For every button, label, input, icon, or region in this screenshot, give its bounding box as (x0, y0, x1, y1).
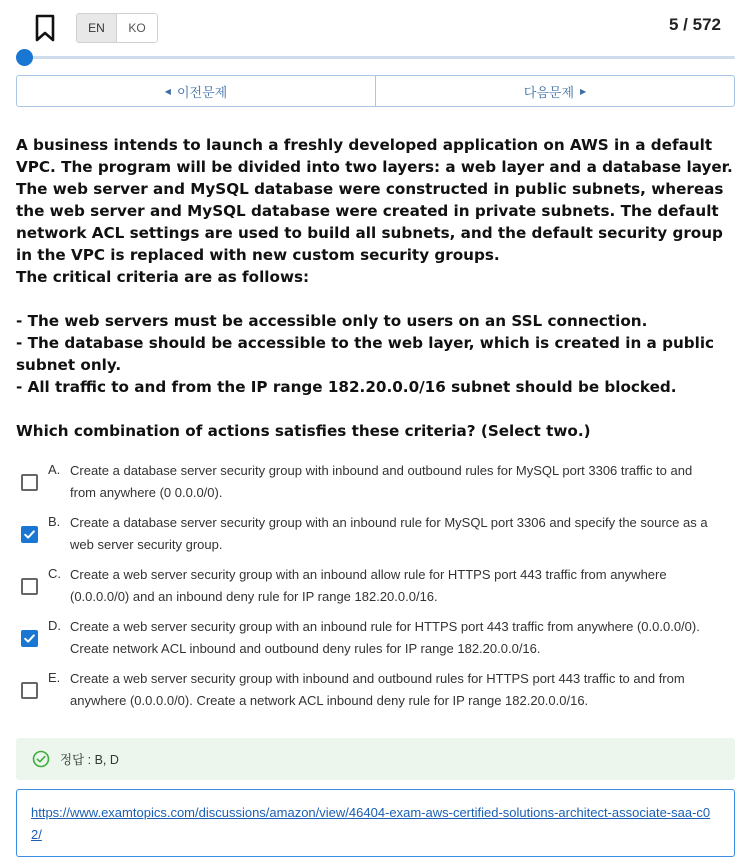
lang-ko-button[interactable]: KO (117, 14, 157, 42)
question-prompt: Which combination of actions satisfies these criteria? (Select two.) (16, 422, 591, 440)
top-bar (0, 0, 755, 56)
option-a[interactable] (16, 460, 738, 504)
option-d-letter: D. (48, 618, 61, 633)
option-c-letter: C. (48, 566, 61, 581)
question-text: A business intends to launch a freshly developed application on AWS in a default VPC. The program will be divided into two layers: a web layer and a database layer. The web server and MySQL database were constructed in public subnets, whereas the web server and MySQL database were created in private subnets. The default network ACL settings are used to build all subnets, and the default security group in the VPC is replaced with new custom security groups. The critical criteria are as follows: - The web servers must be accessible only to users on an SSL connection. - The database should be accessible to the web layer, which is created in a public subnet only. - All traffic to and from the IP range 182.20.0.0/16 subnet should be blocked. (16, 136, 733, 396)
option-d-checkbox[interactable] (21, 630, 38, 647)
slider-thumb[interactable] (16, 49, 33, 66)
option-d[interactable] (16, 616, 738, 660)
checkmark-icon (23, 528, 36, 541)
option-a-checkbox[interactable] (21, 474, 38, 491)
reference-box (16, 789, 735, 857)
option-e-text: Create a web server security group with inbound and outbound rules for HTTPS port 443 traffic to and from anywhere (0.0.0.0/0). Create a network ACL inbound deny rule for IP range 182.20.0.0/16. (70, 671, 685, 708)
caret-right-icon: ▶ (580, 86, 587, 96)
option-c-text: Create a web server security group with an inbound allow rule for HTTPS port 443 traffic from anywhere (0.0.0.0/0) and an inbound deny rule for IP range 182.20.0.0/16. (70, 567, 667, 604)
options-list (16, 460, 738, 720)
progress-slider[interactable] (20, 56, 735, 59)
option-a-text: Create a database server security group with inbound and outbound rules for MySQL port 3306 traffic to and from anywhere (0 0.0.0/0). (70, 463, 693, 500)
option-b[interactable] (16, 512, 738, 556)
option-c-checkbox[interactable] (21, 578, 38, 595)
reference-link[interactable]: https://www.examtopics.com/discussions/amazon/view/46404-exam-aws-certified-solutions-architect-associate-saa-c02/ (31, 805, 711, 842)
option-e-checkbox[interactable] (21, 682, 38, 699)
question-nav (16, 75, 735, 107)
question-counter: 5 / 572 (669, 15, 721, 34)
lang-en-button[interactable]: EN (77, 14, 117, 42)
next-question-label: 다음문제 (523, 84, 575, 100)
checkmark-icon (23, 632, 36, 645)
prev-question-label: 이전문제 (176, 84, 228, 100)
language-toggle (76, 13, 158, 43)
answer-box (16, 738, 735, 780)
bookmark-icon[interactable] (34, 14, 56, 42)
check-circle-icon (32, 750, 50, 768)
next-question-button[interactable] (376, 76, 734, 106)
option-a-letter: A. (48, 462, 61, 477)
option-b-letter: B. (48, 514, 61, 529)
option-e-letter: E. (48, 670, 61, 685)
option-b-checkbox[interactable] (21, 526, 38, 543)
option-c[interactable] (16, 564, 738, 608)
option-d-text: Create a web server security group with an inbound rule for HTTPS port 443 traffic from anywhere (0.0.0.0/0). Create network ACL inbound and outbound deny rules for IP range 182.20.0.0/16. (70, 619, 700, 656)
option-e[interactable] (16, 668, 738, 712)
caret-left-icon: ◀ (164, 86, 171, 96)
answer-text: 정답 : B, D (60, 753, 119, 767)
prev-question-button[interactable] (17, 76, 376, 106)
option-b-text: Create a database server security group with an inbound rule for MySQL port 3306 and specify the source as a web server security group. (70, 515, 708, 552)
